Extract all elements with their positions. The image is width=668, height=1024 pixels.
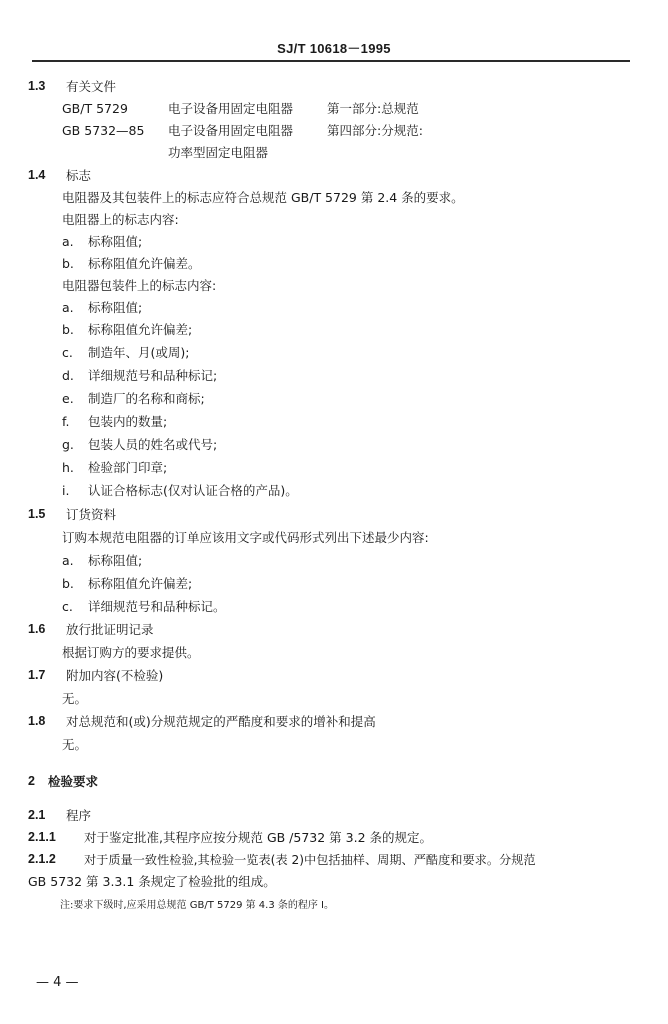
paragraph: 无。 (62, 691, 88, 706)
page-number: — 4 — (36, 975, 79, 990)
paragraph: 根据订购方的要求提供。 (62, 645, 200, 660)
section-number: 1.8 (28, 714, 46, 728)
list-marker: a. (62, 234, 74, 249)
list-marker: a. (62, 553, 74, 568)
list-marker: d. (62, 368, 74, 383)
reference-title: 电子设备用固定电阻器 (168, 123, 294, 138)
list-item: 标称阻值; (88, 300, 143, 315)
list-item: 包装人员的姓名或代号; (88, 437, 218, 452)
list-item: 标称阻值允许偏差; (88, 322, 193, 337)
paragraph: 订购本规范电阻器的订单应该用文字或代码形式列出下述最少内容: (62, 530, 429, 545)
list-item: 标称阻值; (88, 234, 143, 249)
reference-code: GB 5732—85 (62, 123, 145, 138)
chapter-title: 检验要求 (48, 774, 99, 789)
section-title: 订货资料 (66, 507, 117, 522)
paragraph: 电阻器上的标志内容: (62, 212, 179, 227)
reference-title: 电子设备用固定电阻器 (168, 101, 294, 116)
paragraph: 无。 (62, 737, 88, 752)
reference-part: 第四部分:分规范: (327, 123, 423, 138)
section-number: 1.7 (28, 668, 46, 682)
list-marker: b. (62, 322, 74, 337)
list-item: 标称阻值允许偏差。 (88, 256, 201, 271)
list-item: 标称阻值允许偏差; (88, 576, 193, 591)
reference-part: 第一部分:总规范 (327, 101, 419, 116)
paragraph-continuation: GB 5732 第 3.3.1 条规定了检验批的组成。 (28, 874, 276, 889)
list-marker: b. (62, 256, 74, 271)
list-item: 制造年、月(或周); (88, 345, 190, 360)
section-title: 程序 (66, 808, 92, 823)
list-marker: g. (62, 437, 74, 452)
section-number: 1.5 (28, 507, 46, 521)
list-marker: f. (62, 414, 70, 429)
section-title: 标志 (66, 168, 92, 183)
list-marker: a. (62, 300, 74, 315)
section-number: 1.3 (28, 79, 46, 93)
list-marker: e. (62, 391, 74, 406)
paragraph: 电阻器及其包装件上的标志应符合总规范 GB/T 5729 第 2.4 条的要求。 (62, 190, 464, 205)
chapter-number: 2 (28, 774, 35, 788)
list-item: 检验部门印章; (88, 460, 168, 475)
list-item: 标称阻值; (88, 553, 143, 568)
header-rule (32, 60, 630, 62)
paragraph: 电阻器包装件上的标志内容: (62, 278, 217, 293)
section-number: 1.6 (28, 622, 46, 636)
list-marker: h. (62, 460, 74, 475)
list-item: 详细规范号和品种标记; (88, 368, 218, 383)
section-title: 放行批证明记录 (66, 622, 154, 637)
header-standard-number: SJ/T 10618－1995 (277, 41, 391, 56)
list-item: 认证合格标志(仅对认证合格的产品)。 (88, 483, 298, 498)
section-number: 2.1.2 (28, 852, 56, 866)
paragraph: 对于鉴定批准,其程序应按分规范 GB /5732 第 3.2 条的规定。 (84, 830, 433, 845)
list-marker: i. (62, 483, 70, 498)
section-number: 2.1 (28, 808, 46, 822)
section-title: 有关文件 (66, 79, 117, 94)
list-item: 制造厂的名称和商标; (88, 391, 205, 406)
list-marker: c. (62, 345, 73, 360)
section-title: 对总规范和(或)分规范规定的严酷度和要求的增补和提高 (66, 714, 376, 729)
list-marker: b. (62, 576, 74, 591)
reference-code: GB/T 5729 (62, 101, 128, 116)
section-number: 1.4 (28, 168, 46, 182)
section-title: 附加内容(不检验) (66, 668, 164, 683)
list-item: 包装内的数量; (88, 414, 168, 429)
list-marker: c. (62, 599, 73, 614)
reference-subtitle: 功率型固定电阻器 (168, 145, 269, 160)
section-number: 2.1.1 (28, 830, 56, 844)
list-item: 详细规范号和品种标记。 (88, 599, 226, 614)
paragraph: 对于质量一致性检验,其检验一览表(表 2)中包括抽样、周期、严酷度和要求。分规范 (84, 853, 536, 867)
note: 注:要求下级时,应采用总规范 GB/T 5729 第 4.3 条的程序 I。 (60, 900, 335, 911)
